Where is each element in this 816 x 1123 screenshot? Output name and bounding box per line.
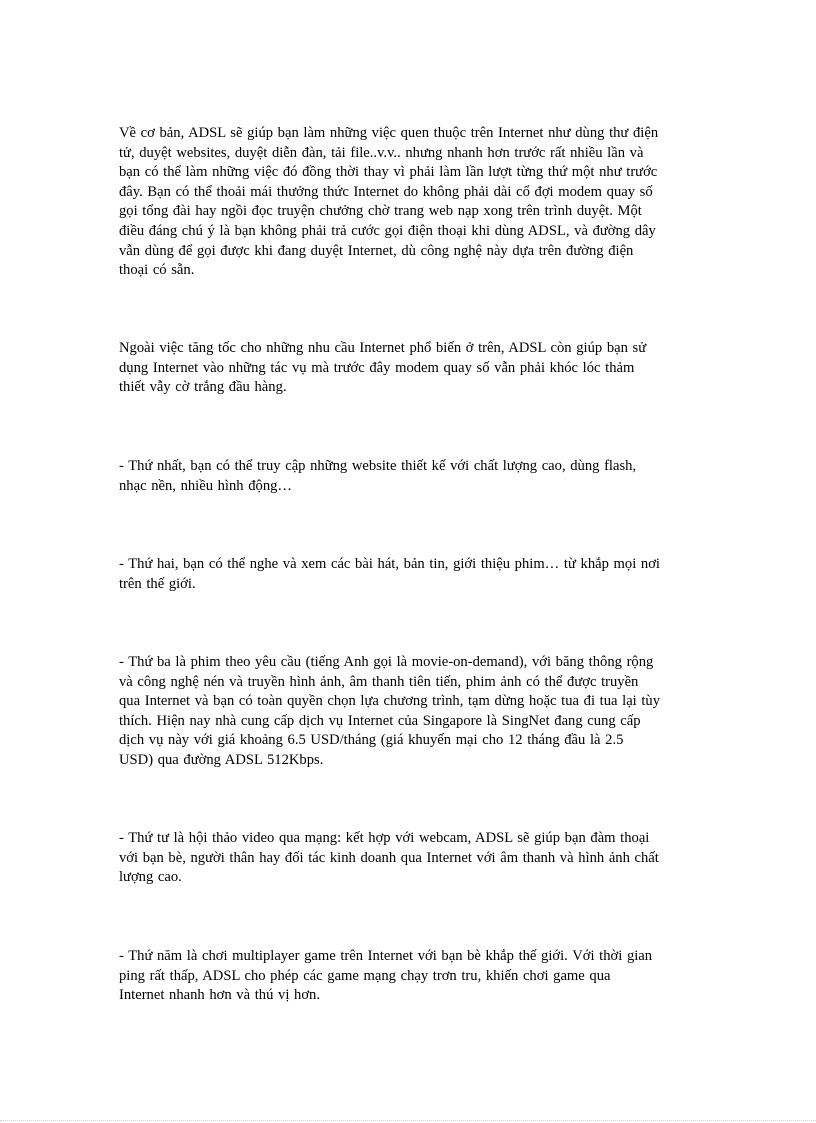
text-line: trên thế giới. [119,575,196,592]
text-line: bạn có thể làm những việc đó đồng thời thay vì phải làm lần lượt từng thứ một như trước [119,164,658,181]
text-line: đây. Bạn có thể thoải mái thưởng thức Internet do không phải dài cổ đợi modem quay số [119,183,653,200]
text-line: ping rất thấp, ADSL cho phép các game mạng chạy trơn tru, khiến chơi game qua [119,967,611,984]
text-line: - Thứ ba là phim theo yêu cầu (tiếng Anh gọi là movie-on-demand), với băng thông rộng [119,654,654,670]
text-line: tử, duyệt websites, duyệt diễn đàn, tải file..v.v.. nhưng nhanh hơn trước rất nhiều lần và [119,144,644,161]
text-line: nhạc nền, nhiều hình động… [119,477,293,494]
paragraph-other-uses [119,339,699,398]
paragraph-item-fifth [119,947,699,1006]
text-line: dụng Internet vào những tác vụ mà trước đây modem quay số vẫn phải khóc lóc thảm [119,359,635,376]
text-line: thích. Hiện nay nhà cung cấp dịch vụ Internet của Singapore là SingNet đang cung cấp [119,712,641,729]
text-line: Internet nhanh hơn và thú vị hơn. [119,987,320,1004]
paragraph-item-third [119,653,699,771]
text-line: điều đáng chú ý là bạn không phải trả cước gọi điện thoại khi dùng ADSL, và đường dây [119,222,656,239]
paragraph-item-fourth [119,829,699,888]
text-line: Ngoài việc tăng tốc cho những nhu cầu Internet phổ biến ở trên, ADSL còn giúp bạn sử [119,340,647,356]
text-line: - Thứ năm là chơi multiplayer game trên Internet với bạn bè khắp thế giới. Với thời gian [119,948,653,964]
text-line: lượng cao. [119,869,182,886]
text-line: USD) qua đường ADSL 512Kbps. [119,751,324,768]
text-line: qua Internet và bạn có toàn quyền chọn lựa chương trình, tạm dừng hoặc tua đi tua lại tùy [119,693,661,710]
text-line: Về cơ bản, ADSL sẽ giúp bạn làm những việc quen thuộc trên Internet như dùng thư điện [119,125,659,141]
text-line: dịch vụ này với giá khoảng 6.5 USD/tháng (giá khuyến mại cho 12 tháng đầu là 2.5 [119,732,624,749]
page-bottom-divider [0,1120,816,1121]
text-line: với bạn bè, người thân hay đối tác kinh doanh qua Internet với âm thanh và hình ảnh chất [119,849,659,866]
text-line: vẫn dùng để gọi được khi đang duyệt Internet, dù công nghệ này dựa trên đường điện [119,242,634,259]
text-line: và công nghệ nén và truyền hình ảnh, âm thanh tiên tiến, phim ảnh có thể được truyền [119,673,639,690]
paragraph-intro [119,124,699,281]
text-line: - Thứ nhất, bạn có thể truy cập những website thiết kế với chất lượng cao, dùng flash, [119,458,637,474]
paragraph-item-first [119,457,699,496]
text-line: gọi tổng đài hay ngồi đọc truyện chưởng chờ trang web nạp xong trên trình duyệt. Một [119,203,642,220]
text-line: - Thứ tư là hội thảo video qua mạng: kết hợp với webcam, ADSL sẽ giúp bạn đàm thoại [119,830,650,846]
paragraph-item-second [119,555,699,594]
text-line: thoại có sẵn. [119,262,195,279]
text-line: - Thứ hai, bạn có thể nghe và xem các bài hát, bản tin, giới thiệu phim… từ khắp mọi nơi [119,556,660,572]
text-line: thiết vẫy cờ trắng đầu hàng. [119,379,287,396]
